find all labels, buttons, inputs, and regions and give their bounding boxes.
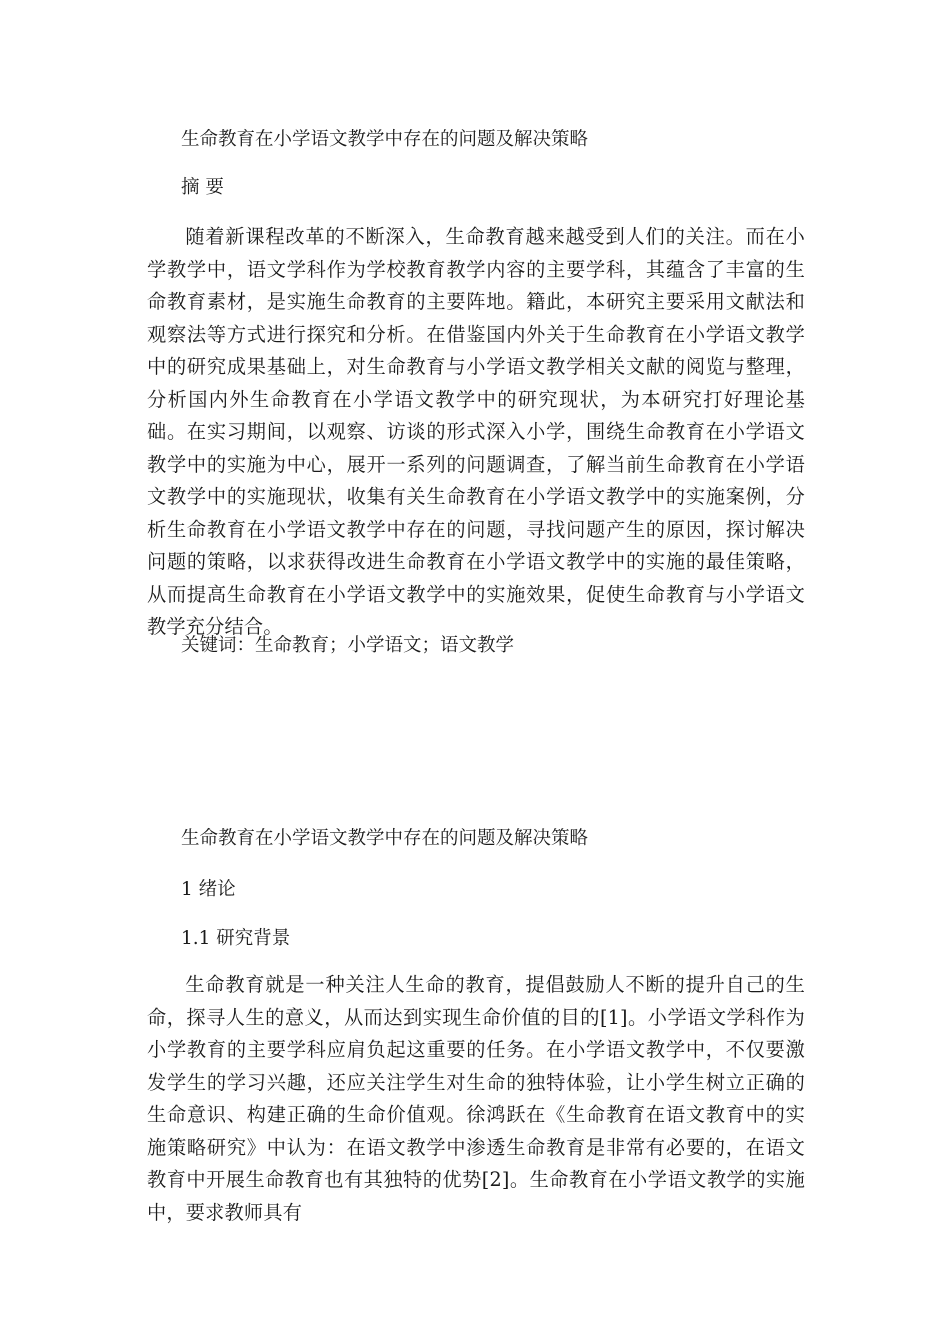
abstract-heading: 摘 要: [181, 177, 224, 198]
abstract-paragraph: 随着新课程改革的不断深入，生命教育越来越受到人们的关注。而在小学教学中，语文学科作为学校教育教学内容的主要学科，其蕴含了丰富的生命教育素材，是实施生命教育的主要阵地。籍此，本研究主要采用文献法和观察法等方式进行探究和分析。在借鉴国内外关于生命教育在小学语文教学中的研究成果基础上，对生命教育与小学语文教学相关文献的阅览与整理，分析国内外生命教育在小学语文教学中的研究现状，为本研究打好理论基础。在实习期间，以观察、访谈的形式深入小学，围绕生命教育在小学语文教学中的实施为中心，展开一系列的问题调查，了解当前生命教育在小学语文教学中的实施现状，收集有关生命教育在小学语文教学中的实施案例，分析生命教育在小学语文教学中存在的问题，寻找问题产生的原因，探讨解决问题的策略，以求获得改进生命教育在小学语文教学中的实施的最佳策略，从而提高生命教育在小学语文教学中的实施效果，促使生命教育与小学语文教学充分结合。: [147, 225, 805, 638]
chapter-page-title: 生命教育在小学语文教学中存在的问题及解决策略: [181, 828, 589, 849]
document-title: 生命教育在小学语文教学中存在的问题及解决策略: [181, 129, 589, 150]
keywords-line: 关键词：生命教育；小学语文；语文教学: [181, 635, 515, 656]
chapter-heading: 1 绪论: [181, 879, 236, 900]
section-heading: 1.1 研究背景: [181, 928, 291, 949]
body-paragraph: 生命教育就是一种关注人生命的教育，提倡鼓励人不断的提升自己的生命，探寻人生的意义，从而达到实现生命价值的目的[1]。小学语文学科作为小学教育的主要学科应肩负起这重要的任务。在小学语文教学中，不仅要激发学生的学习兴趣，还应关注学生对生命的独特体验，让小学生树立正确的生命意识、构建正确的生命价值观。徐鸿跃在《生命教育在语文教育中的实施策略研究》中认为：在语文教学中渗透生命教育是非常有必要的，在语文教育中开展生命教育也有其独特的优势[2]。生命教育在小学语文教学的实施中，要求教师具有: [147, 973, 805, 1224]
